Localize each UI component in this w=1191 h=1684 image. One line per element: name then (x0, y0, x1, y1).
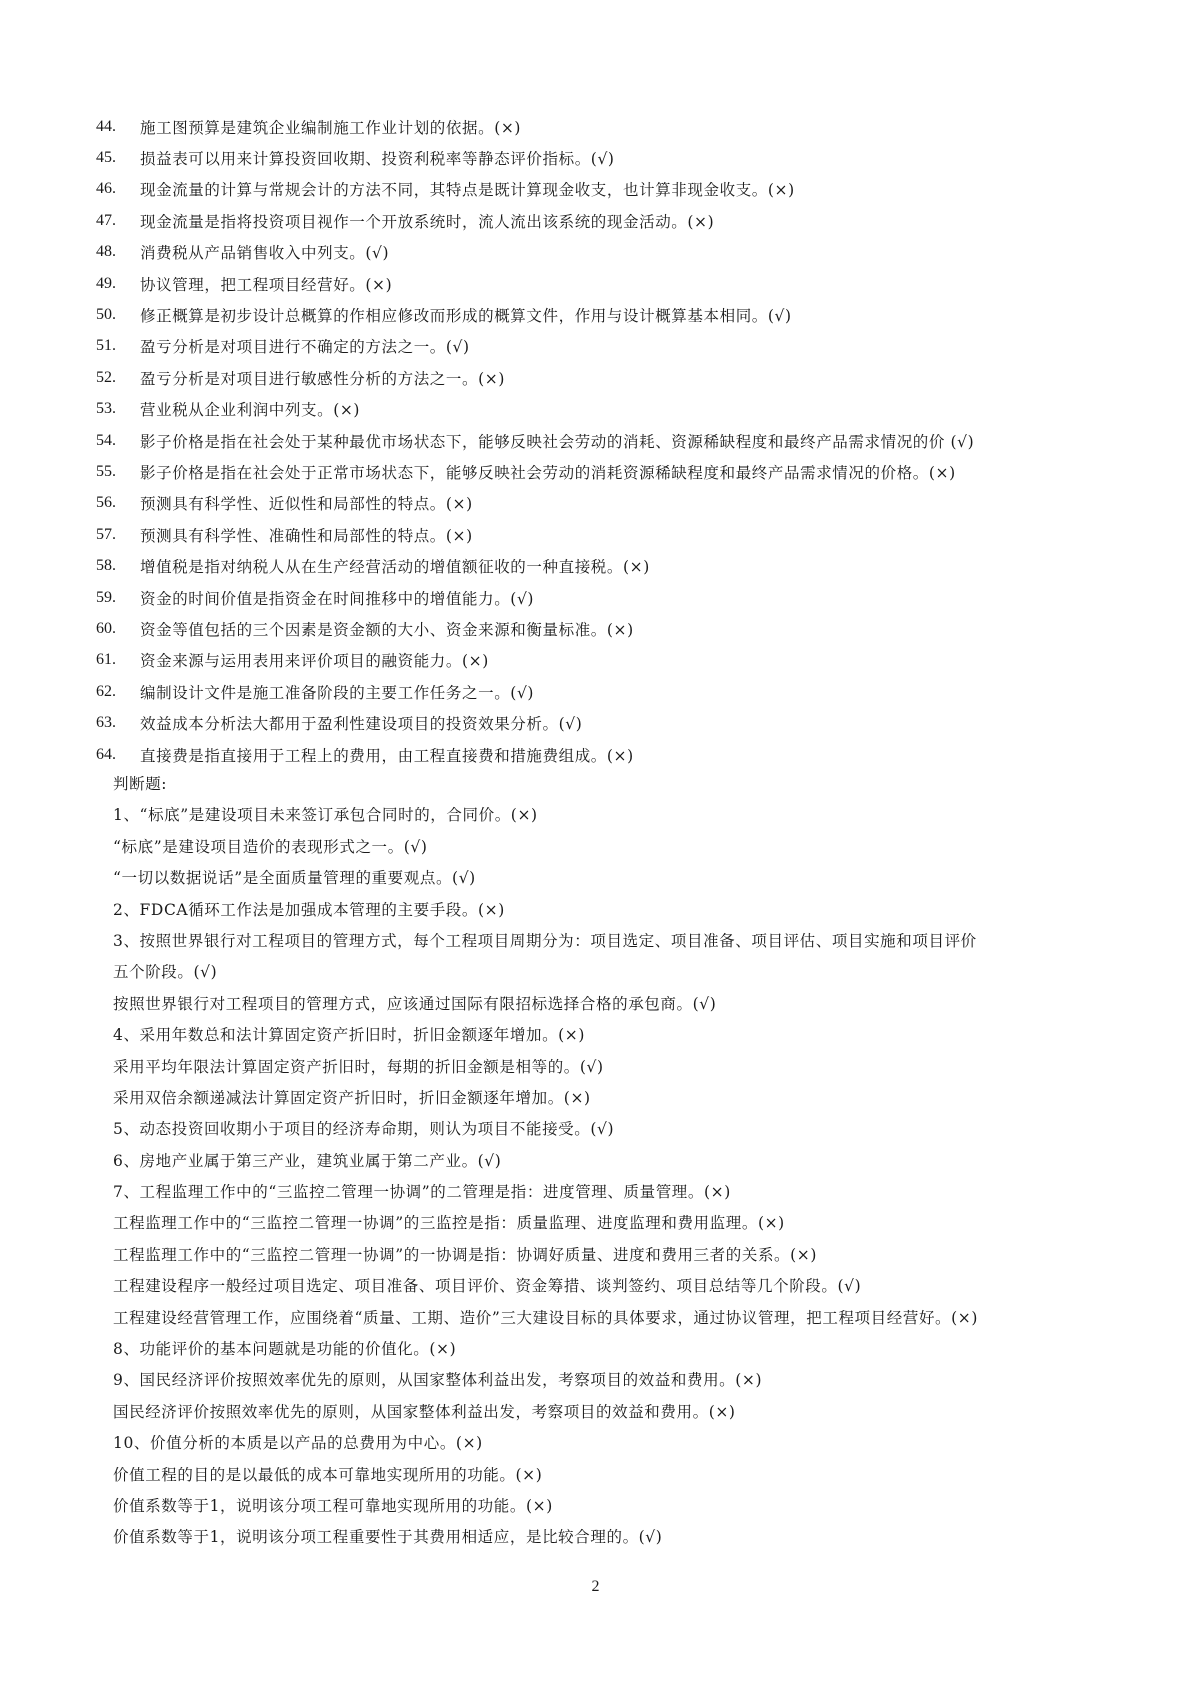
item-number: 64. (96, 745, 116, 763)
statement-line: 6、房地产业属于第三产业，建筑业属于第二产业。(√) (113, 1151, 502, 1170)
statement-line: 工程建设经营管理工作，应围绕着“质量、工期、造价”三大建设目标的具体要求，通过协议管理，把工程项目经营好。(×) (113, 1308, 979, 1327)
list-item (96, 645, 1106, 676)
list-item (96, 488, 1106, 519)
statement-line: 8、功能评价的基本问题就是功能的价值化。(×) (113, 1340, 457, 1359)
statement-line: 10、价值分析的本质是以产品的总费用为中心。(×) (113, 1434, 483, 1453)
item-text: 盈亏分析是对项目进行敏感性分析的方法之一。(×) (140, 369, 505, 388)
statement-line: 4、采用年数总和法计算固定资产折旧时，折旧金额逐年增加。(×) (113, 1026, 586, 1045)
numbered-list (96, 111, 1106, 770)
list-item (96, 237, 1106, 268)
list-item (96, 425, 1106, 456)
statement-line: 按照世界银行对工程项目的管理方式，应该通过国际有限招标选择合格的承包商。(√) (113, 994, 717, 1013)
statement-line: 2、FDCA循环工作法是加强成本管理的主要手段。(×) (113, 900, 505, 919)
list-item (96, 205, 1106, 236)
item-text: 编制设计文件是施工准备阶段的主要工作任务之一。(√) (140, 683, 535, 702)
item-number: 53. (96, 400, 116, 418)
item-text: 盈亏分析是对项目进行不确定的方法之一。(√) (140, 338, 470, 357)
item-number: 57. (96, 525, 116, 543)
statement-line: 工程监理工作中的“三监控二管理一协调”的三监控是指：质量监理、进度监理和费用监理。(×) (113, 1214, 785, 1233)
list-item (96, 519, 1106, 550)
statement-line: 价值系数等于1，说明该分项工程重要性于其费用相适应，是比较合理的。(√) (113, 1528, 663, 1547)
list-item (96, 676, 1106, 707)
statement-line: 五个阶段。(√) (113, 963, 218, 982)
item-text: 施工图预算是建筑企业编制施工作业计划的依据。(×) (140, 118, 522, 137)
item-number: 55. (96, 462, 116, 480)
item-number: 63. (96, 714, 116, 732)
statement-line: 3、按照世界银行对工程项目的管理方式，每个工程项目周期分为：项目选定、项目准备、项目评估、项目实施和项目评价 (113, 931, 977, 950)
item-text: 效益成本分析法大都用于盈利性建设项目的投资效果分析。(√) (140, 715, 583, 734)
statement-line: “标底”是建设项目造价的表现形式之一。(√) (113, 837, 428, 856)
list-item (96, 707, 1106, 738)
statement-line: 9、国民经济评价按照效率优先的原则，从国家整体利益出发，考察项目的效益和费用。(×) (113, 1371, 763, 1390)
statement-line: 5、动态投资回收期小于项目的经济寿命期，则认为项目不能接受。(√) (113, 1120, 615, 1139)
list-item (96, 111, 1106, 142)
statement-line: 采用平均年限法计算固定资产折旧时，每期的折旧金额是相等的。(√) (113, 1057, 604, 1076)
statement-line: 工程监理工作中的“三监控二管理一协调”的一协调是指：协调好质量、进度和费用三者的关系。(×) (113, 1245, 818, 1264)
item-text: 现金流量是指将投资项目视作一个开放系统时，流人流出该系统的现金活动。(×) (140, 212, 715, 231)
item-text: 预测具有科学性、准确性和局部性的特点。(×) (140, 526, 473, 545)
judgement-section (113, 769, 1113, 1554)
item-text: 增值税是指对纳税人从在生产经营活动的增值额征收的一种直接税。(×) (140, 558, 650, 577)
item-text: 损益表可以用来计算投资回收期、投资利税率等静态评价指标。(√) (140, 150, 615, 169)
list-item (96, 550, 1106, 581)
statement-line: 采用双倍余额递减法计算固定资产折旧时，折旧金额逐年增加。(×) (113, 1088, 591, 1107)
item-text: 修正概算是初步设计总概算的作相应修改而形成的概算文件，作用与设计概算基本相同。(√) (140, 307, 792, 326)
item-number: 46. (96, 180, 116, 198)
list-item (96, 174, 1106, 205)
statement-line: 1、“标底”是建设项目未来签订承包合同时的，合同价。(×) (113, 806, 538, 825)
list-item (96, 142, 1106, 173)
item-number: 47. (96, 211, 116, 229)
item-text: 直接费是指直接用于工程上的费用，由工程直接费和措施费组成。(×) (140, 746, 634, 765)
item-number: 61. (96, 651, 116, 669)
item-text: 影子价格是指在社会处于正常市场状态下，能够反映社会劳动的消耗资源稀缺程度和最终产品需求情况的价格。(×) (140, 463, 956, 482)
item-number: 58. (96, 557, 116, 575)
item-text: 预测具有科学性、近似性和局部性的特点。(×) (140, 495, 473, 514)
statement-line: 价值系数等于1，说明该分项工程可靠地实现所用的功能。(×) (113, 1496, 553, 1515)
item-text: 资金的时间价值是指资金在时间推移中的增值能力。(√) (140, 589, 535, 608)
item-number: 54. (96, 431, 116, 449)
item-number: 59. (96, 588, 116, 606)
item-number: 62. (96, 682, 116, 700)
list-item (96, 331, 1106, 362)
list-item (96, 394, 1106, 425)
item-number: 50. (96, 306, 116, 324)
item-number: 60. (96, 619, 116, 637)
page-number: 2 (591, 1578, 600, 1595)
item-text: 消费税从产品销售收入中列支。(√) (140, 244, 390, 263)
list-item (96, 613, 1106, 644)
item-number: 44. (96, 117, 116, 135)
statement-line: 7、工程监理工作中的“三监控二管理一协调”的二管理是指：进度管理、质量管理。(×) (113, 1183, 731, 1202)
statement-line: 国民经济评价按照效率优先的原则，从国家整体利益出发，考察项目的效益和费用。(×) (113, 1402, 736, 1421)
list-item (96, 268, 1106, 299)
item-number: 45. (96, 149, 116, 167)
item-text: 资金来源与运用表用来评价项目的融资能力。(×) (140, 652, 489, 671)
list-item (96, 362, 1106, 393)
list-item (96, 456, 1106, 487)
list-item (96, 739, 1106, 770)
item-text: 影子价格是指在社会处于某种最优市场状态下，能够反映社会劳动的消耗、资源稀缺程度和最终产品需求情况的价 (√) (140, 432, 975, 451)
list-item (96, 582, 1106, 613)
item-text: 营业税从企业利润中列支。(×) (140, 401, 361, 420)
item-text: 现金流量的计算与常规会计的方法不同，其特点是既计算现金收支，也计算非现金收支。(×) (140, 181, 795, 200)
item-number: 52. (96, 368, 116, 386)
statement-line: “一切以数据说话”是全面质量管理的重要观点。(√) (113, 869, 476, 888)
item-number: 48. (96, 243, 116, 261)
item-text: 协议管理，把工程项目经营好。(×) (140, 275, 393, 294)
statement-line: 工程建设程序一般经过项目选定、项目准备、项目评价、资金筹措、谈判签约、项目总结等几个阶段。(√) (113, 1277, 862, 1296)
item-number: 51. (96, 337, 116, 355)
item-number: 56. (96, 494, 116, 512)
item-text: 资金等值包括的三个因素是资金额的大小、资金来源和衡量标准。(×) (140, 620, 634, 639)
section-heading: 判断题: (113, 775, 168, 793)
list-item (96, 299, 1106, 330)
item-number: 49. (96, 274, 116, 292)
statement-line: 价值工程的目的是以最低的成本可靠地实现所用的功能。(×) (113, 1465, 543, 1484)
